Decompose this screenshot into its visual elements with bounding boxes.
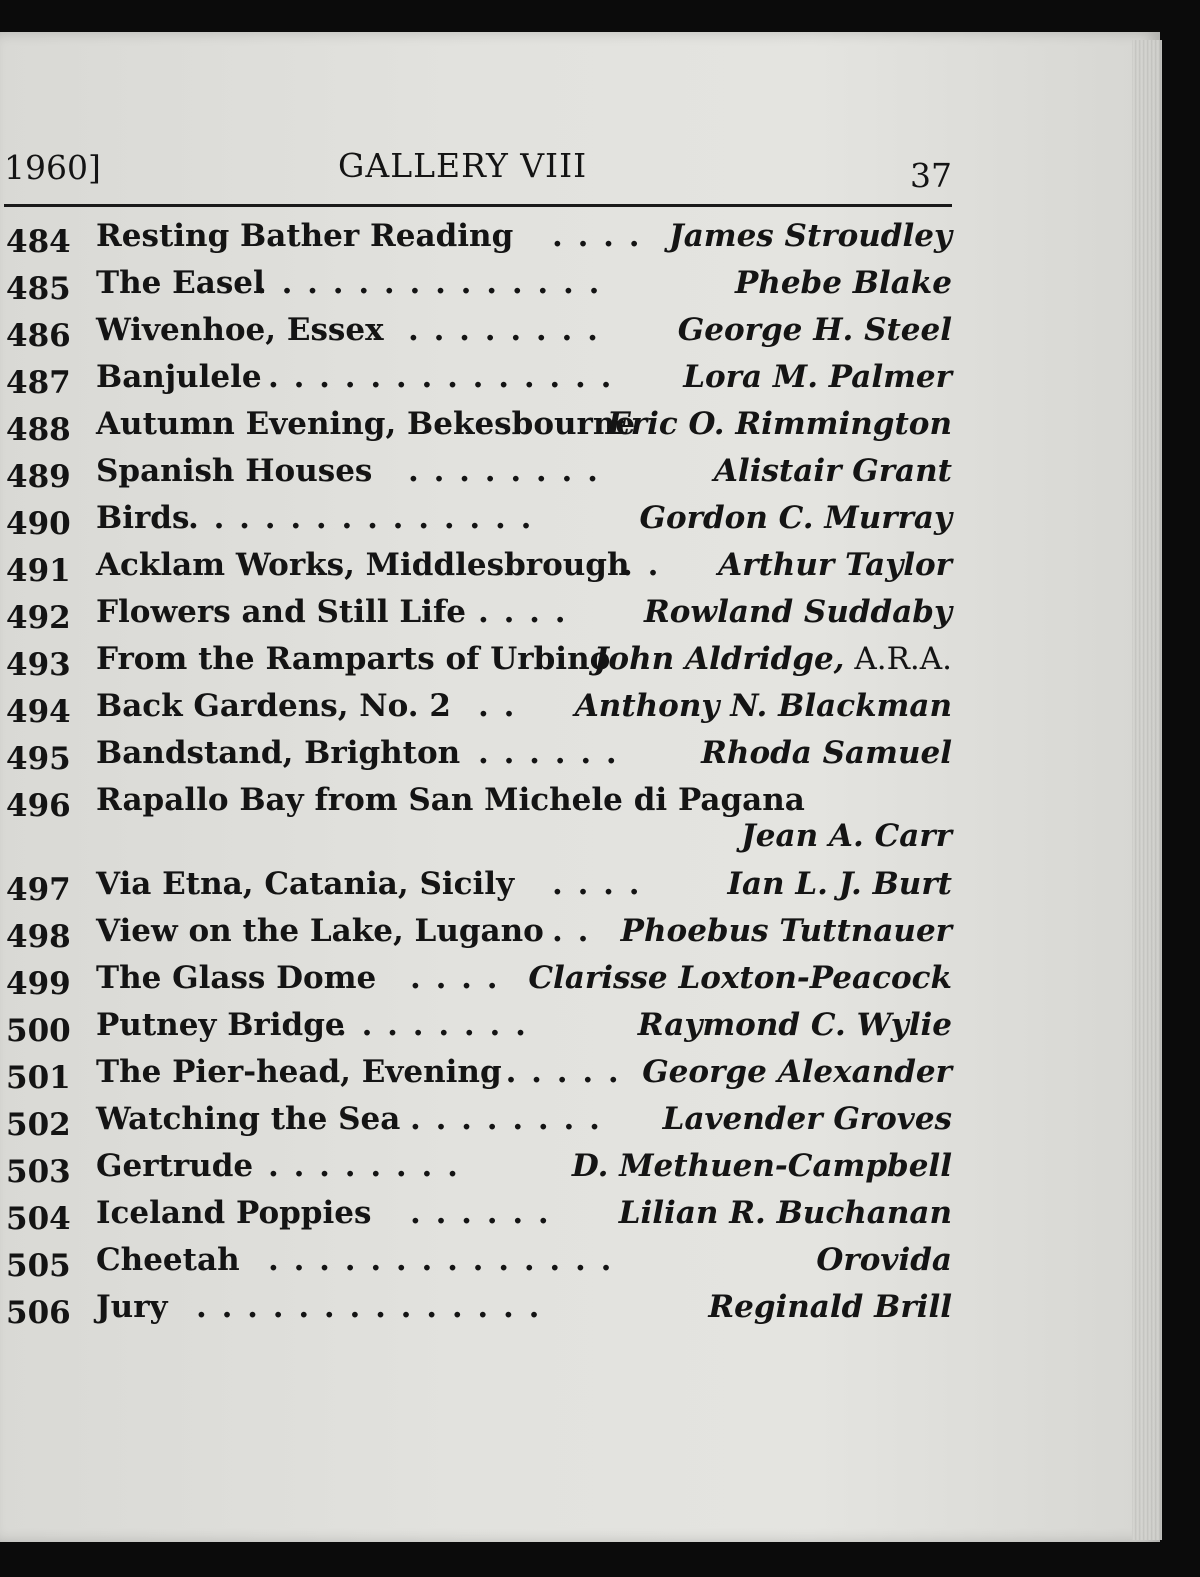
leader-dots: . .	[622, 547, 661, 583]
leader-dots: . . . .	[552, 218, 642, 254]
catalogue-entry	[0, 453, 952, 500]
catalogue-entry	[0, 500, 952, 547]
leader-dots: . . . . . . . . . . . . . .	[268, 1242, 614, 1278]
catalogue-entry	[0, 1101, 952, 1148]
entry-title: Bandstand, Brighton	[96, 735, 461, 771]
entry-number: 500	[6, 1013, 71, 1049]
entry-number: 488	[6, 412, 71, 448]
entry-title: Resting Bather Reading	[96, 218, 514, 254]
catalogue-entry	[0, 594, 952, 641]
artist-name: Rhoda Samuel	[701, 735, 952, 771]
artist-name: Raymond C. Wylie	[637, 1007, 952, 1043]
entry-number: 493	[6, 647, 71, 683]
entry-artist	[708, 1289, 952, 1325]
leader-dots: . . . . . . . .	[268, 1148, 460, 1184]
leader-dots: . . . . . . . . . . . . . .	[188, 500, 534, 536]
entry-artist	[727, 866, 952, 902]
entry-number: 486	[6, 318, 71, 354]
artist-name: Jean A. Carr	[741, 818, 952, 854]
entry-title: Birds	[96, 500, 190, 536]
entry-artist	[669, 218, 952, 254]
leader-dots: . . . . . .	[410, 1195, 551, 1231]
catalogue-entry	[0, 1195, 952, 1242]
entry-title: Spanish Houses	[96, 453, 373, 489]
entry-artist	[714, 453, 952, 489]
artist-name: Clarisse Loxton-Peacock	[528, 960, 952, 996]
leader-dots: . . . .	[410, 960, 500, 996]
entry-number: 498	[6, 919, 71, 955]
artist-name: Ian L. J. Burt	[727, 866, 952, 902]
entry-artist	[619, 1195, 952, 1231]
artist-name: Lilian R. Buchanan	[618, 1195, 952, 1231]
entry-number: 503	[6, 1154, 71, 1190]
artist-name: Arthur Taylor	[718, 547, 952, 583]
artist-name: D. Methuen-Campbell	[571, 1148, 952, 1184]
entry-number: 501	[6, 1060, 71, 1096]
page-edge	[1132, 40, 1162, 1540]
entry-artist	[683, 359, 952, 395]
artist-honour: A.R.A.	[844, 641, 952, 677]
leader-dots: . .	[552, 913, 591, 949]
header-year: 1960]	[4, 148, 101, 187]
entry-title: Via Etna, Catania, Sicily	[96, 866, 515, 902]
artist-name: Reginald Brill	[708, 1289, 952, 1325]
entry-number: 505	[6, 1248, 71, 1284]
entry-artist	[816, 1242, 952, 1278]
entry-number: 491	[6, 553, 71, 589]
entry-number: 497	[6, 872, 71, 908]
entry-title: Back Gardens, No. 2	[96, 688, 451, 724]
entry-artist	[572, 1148, 952, 1184]
artist-name: Phoebus Tuttnauer	[620, 913, 952, 949]
entry-number: 487	[6, 365, 71, 401]
header-page-number: 37	[910, 156, 952, 195]
leader-dots: . . . . . . . .	[408, 312, 600, 348]
entry-artist	[638, 1007, 952, 1043]
entry-number: 490	[6, 506, 71, 542]
catalogue-entry	[0, 735, 952, 782]
catalogue-entry	[0, 547, 952, 594]
entry-number: 504	[6, 1201, 71, 1237]
artist-name: Gordon C. Murray	[639, 500, 952, 536]
entry-title: Putney Bridge	[96, 1007, 345, 1043]
entry-title: The Pier-head, Evening	[96, 1054, 502, 1090]
leader-dots: . . . .	[552, 866, 642, 902]
entry-artist	[701, 735, 952, 771]
entry-title: Wivenhoe, Essex	[96, 312, 384, 348]
catalogue-entry	[0, 960, 952, 1007]
artist-name: George H. Steel	[677, 312, 952, 348]
catalogue-entry	[0, 913, 952, 960]
artist-name: Alistair Grant	[713, 453, 952, 489]
artist-name: Phebe Blake	[734, 265, 952, 301]
entry-list	[0, 218, 952, 1336]
entry-artist	[663, 1101, 952, 1137]
catalogue-entry	[0, 641, 952, 688]
leader-dots: . . . . . . . .	[410, 1101, 602, 1137]
entry-title: View on the Lake, Lugano	[96, 913, 544, 949]
leader-dots: . . . . . . . . . . . . . .	[256, 265, 602, 301]
entry-number: 489	[6, 459, 71, 495]
entry-title: Cheetah	[96, 1242, 240, 1278]
entry-title: Autumn Evening, Bekesbourne	[96, 406, 636, 442]
catalogue-entry	[0, 1148, 952, 1195]
entry-title: Gertrude	[96, 1148, 254, 1184]
entry-number: 485	[6, 271, 71, 307]
header-rule	[4, 204, 952, 207]
catalogue-entry	[0, 782, 952, 866]
catalogue-entry	[0, 688, 952, 735]
entry-title: Iceland Poppies	[96, 1195, 372, 1231]
entry-title: Rapallo Bay from San Michele di Pagana	[96, 782, 805, 818]
entry-artist	[741, 818, 952, 854]
entry-number: 496	[6, 788, 71, 824]
catalogue-entry	[0, 359, 952, 406]
entry-artist	[642, 1054, 952, 1090]
entry-artist	[644, 594, 952, 630]
entry-artist	[575, 688, 952, 724]
entry-title: Flowers and Still Life	[96, 594, 467, 630]
entry-title: Watching the Sea	[96, 1101, 401, 1137]
artist-name: Lora M. Palmer	[683, 359, 952, 395]
entry-artist	[735, 265, 952, 301]
artist-name: Lavender Groves	[662, 1101, 952, 1137]
leader-dots: . . . . . . . . . . . . . .	[196, 1289, 542, 1325]
artist-name: Rowland Suddaby	[643, 594, 952, 630]
artist-name: Eric O. Rimmington	[607, 406, 952, 442]
artist-name: John Aldridge,	[593, 641, 845, 677]
entry-number: 494	[6, 694, 71, 730]
catalogue-entry	[0, 312, 952, 359]
entry-number: 499	[6, 966, 71, 1002]
entry-title: The Easel	[96, 265, 265, 301]
artist-name: Orovida	[816, 1242, 952, 1278]
entry-title: The Glass Dome	[96, 960, 377, 996]
catalogue-entry	[0, 1242, 952, 1289]
leader-dots: . . . . . .	[478, 735, 619, 771]
entry-artist	[621, 913, 952, 949]
leader-dots: . . . . . . . .	[408, 453, 600, 489]
entry-number: 492	[6, 600, 71, 636]
leader-dots: . . . . . . . .	[336, 1007, 528, 1043]
catalogue-entry	[0, 265, 952, 312]
catalogue-entry	[0, 406, 952, 453]
entry-title: Acklam Works, Middlesbrough	[96, 547, 630, 583]
entry-number: 506	[6, 1295, 71, 1331]
entry-artist	[640, 500, 953, 536]
entry-artist	[594, 641, 952, 677]
leader-dots: . .	[478, 688, 517, 724]
header-gallery-title: GALLERY VIII	[338, 146, 588, 185]
entry-artist	[678, 312, 952, 348]
entry-artist	[528, 960, 952, 996]
catalogue-entry	[0, 866, 952, 913]
artist-name: George Alexander	[642, 1054, 952, 1090]
page-header	[0, 146, 952, 195]
catalogue-entry	[0, 1054, 952, 1101]
entry-title: Jury	[96, 1289, 168, 1325]
catalogue-entry	[0, 1289, 952, 1336]
catalogue-entry	[0, 1007, 952, 1054]
artist-name: James Stroudley	[669, 218, 952, 254]
entry-number: 484	[6, 224, 71, 260]
entry-artist	[718, 547, 952, 583]
leader-dots: . . . .	[478, 594, 568, 630]
entry-title: From the Ramparts of Urbino	[96, 641, 611, 677]
entry-title: Banjulele	[96, 359, 262, 395]
entry-number: 502	[6, 1107, 71, 1143]
entry-number: 495	[6, 741, 71, 777]
artist-name: Anthony N. Blackman	[574, 688, 952, 724]
entry-artist	[607, 406, 952, 442]
leader-dots: . . . . . . . . . . . . . .	[268, 359, 614, 395]
leader-dots: . . . . . .	[480, 1054, 621, 1090]
catalogue-entry	[0, 218, 952, 265]
